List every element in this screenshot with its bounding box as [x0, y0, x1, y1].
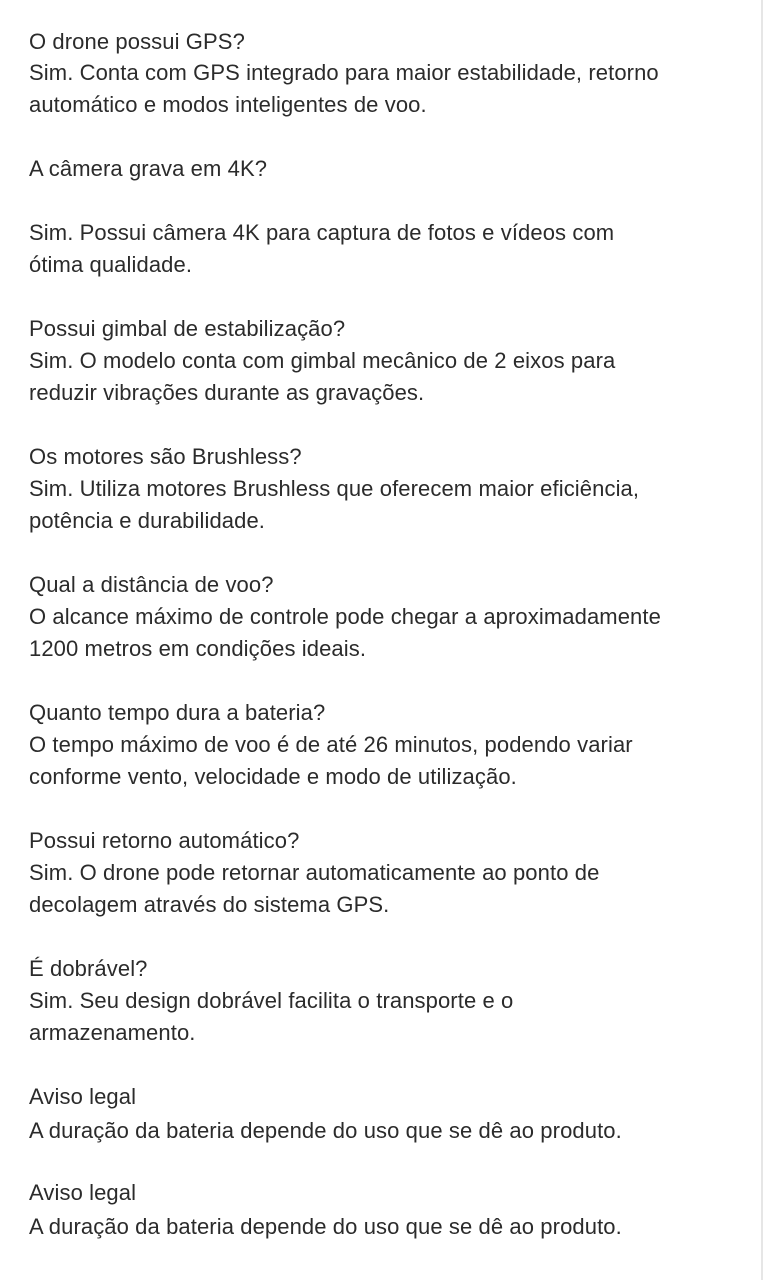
faq-answer-line: reduzir vibrações durante as gravações.: [29, 380, 425, 405]
faq-answer-line: Sim. Possui câmera 4K para captura de fotos e vídeos com: [29, 220, 615, 245]
faq-answer-line: automático e modos inteligentes de voo.: [29, 92, 427, 117]
legal-notice-title: Aviso legal: [29, 1084, 137, 1109]
faq-question: Os motores são Brushless?: [29, 444, 302, 469]
faq-answer-line: Sim. Utiliza motores Brushless que oferecem maior eficiência,: [29, 476, 640, 501]
faq-question: Qual a distância de voo?: [29, 572, 274, 597]
faq-question: Possui gimbal de estabilização?: [29, 316, 346, 341]
legal-notice-text: A duração da bateria depende do uso que se dê ao produto.: [29, 1118, 622, 1143]
faq-answer-line: decolagem através do sistema GPS.: [29, 892, 390, 917]
faq-question: Possui retorno automático?: [29, 828, 300, 853]
faq-question: É dobrável?: [29, 956, 148, 981]
faq-question: Quanto tempo dura a bateria?: [29, 700, 326, 725]
faq-question: A câmera grava em 4K?: [29, 156, 268, 181]
faq-answer-line: armazenamento.: [29, 1020, 196, 1045]
faq-answer-line: ótima qualidade.: [29, 252, 193, 277]
legal-notice-text: A duração da bateria depende do uso que se dê ao produto.: [29, 1214, 622, 1239]
faq-answer-line: O alcance máximo de controle pode chegar a aproximadamente: [29, 604, 661, 629]
faq-answer-line: potência e durabilidade.: [29, 508, 266, 533]
faq-answer-line: Sim. Conta com GPS integrado para maior estabilidade, retorno: [29, 60, 659, 85]
faq-answer-line: Sim. O modelo conta com gimbal mecânico de 2 eixos para: [29, 348, 616, 373]
faq-answer-line: conforme vento, velocidade e modo de utilização.: [29, 764, 517, 789]
faq-answer-line: 1200 metros em condições ideais.: [29, 636, 367, 661]
faq-answer-line: O tempo máximo de voo é de até 26 minutos, podendo variar: [29, 732, 633, 757]
faq-question: O drone possui GPS?: [29, 29, 245, 54]
legal-notice-title: Aviso legal: [29, 1180, 137, 1205]
faq-answer-line: Sim. O drone pode retornar automaticamente ao ponto de: [29, 860, 600, 885]
faq-answer-line: Sim. Seu design dobrável facilita o transporte e o: [29, 988, 514, 1013]
